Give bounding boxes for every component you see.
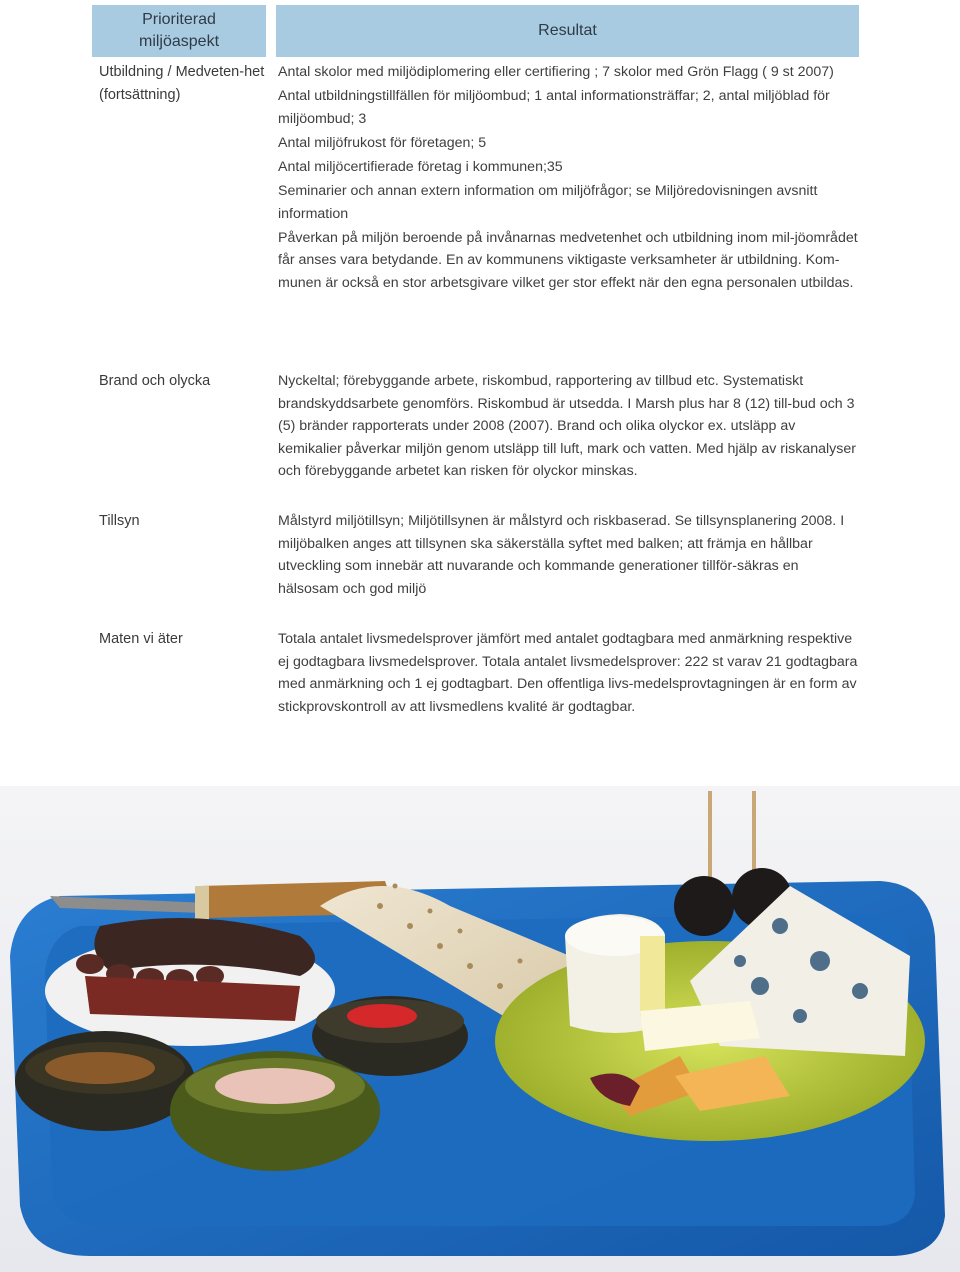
row-text-fire-accident <box>278 370 858 484</box>
header-priority-aspect <box>92 5 266 57</box>
row-text-food <box>278 628 858 720</box>
row-text-supervision <box>278 510 858 602</box>
header-result <box>276 5 859 57</box>
row-text-education <box>278 61 858 296</box>
education-paragraph: Seminarier och annan extern information om miljöfrågor; se Miljöredovisningen avsnitt information <box>278 182 818 222</box>
education-paragraph: Antal skolor med miljödiplomering eller certifiering ; 7 skolor med Grön Flagg ( 9 st 2007) <box>278 64 834 80</box>
education-paragraph: Påverkan på miljön beroende på invånarnas medvetenhet och utbildning inom mil-jöområdet får anses vara betydande. En av kommunens viktigaste verksamheter är utbildning. Kom-munen är också en stor arbetsgivare vilket ger stor effekt när den egna personalen utbildas. <box>278 229 858 291</box>
header-priority-aspect-label: Prioriterad miljöaspekt <box>138 11 220 50</box>
row-label-fire-accident: Brand och olycka <box>99 373 211 389</box>
education-paragraph: Antal miljöcertifierade företag i kommunen;35 <box>278 158 563 175</box>
education-paragraph: Antal miljöfrukost för företagen; 5 <box>278 134 487 151</box>
food-paragraph: Totala antalet livsmedelsprover jämfört med antalet godtagbara med anmärkning respektive ej godtagbara livsmedelsprover. Totala antalet livsmedelsprover: 222 st varav 21 godtagbara med anmärkning och 1 ej godtagbart. Den offentliga livs-medelsprovtagningen är en form av stickprovskontroll av att livsmedlens kvalité är godtagbar. <box>278 631 858 715</box>
header-result-label: Resultat <box>538 22 597 39</box>
row-label-food: Maten vi äter <box>99 631 183 647</box>
row-label-supervision: Tillsyn <box>99 513 140 529</box>
row-label-education: Utbildning / Medveten-het (fortsättning) <box>99 64 265 103</box>
food-tray-photo <box>0 786 960 1272</box>
fire-accident-paragraph: Nyckeltal; förebyggande arbete, riskombud, rapportering av tillbud etc. Systematiskt brandskyddsarbete genomförs. Riskombud är utsedda. I Marsh plus har 8 (12) till-bud och 3 (5) bränder rapporterats under 2008 (2007). Brand och olika olyckor ex. utsläpp av kemikalier påverkar miljön genom utsläpp till luft, mark och vatten. Med hjälp av riskanalyser och förebyggande arbetet kan risken för olyckor minskas. <box>278 373 856 480</box>
education-paragraph: Antal utbildningstillfällen för miljöombud; 1 antal informationsträffar; 2, antal miljöblad för miljöombud; 3 <box>278 88 830 127</box>
supervision-paragraph: Målstyrd miljötillsyn; Miljötillsynen är målstyrd och riskbaserad. Se tillsynsplanering 2008. I miljöbalken anges att tillsynen ska säkerställa syftet med balken; att främja en hållbar utveckling som innebär att nuvarande och kommande generationer tillför-säkras en hälsosam och god miljö <box>278 513 845 597</box>
